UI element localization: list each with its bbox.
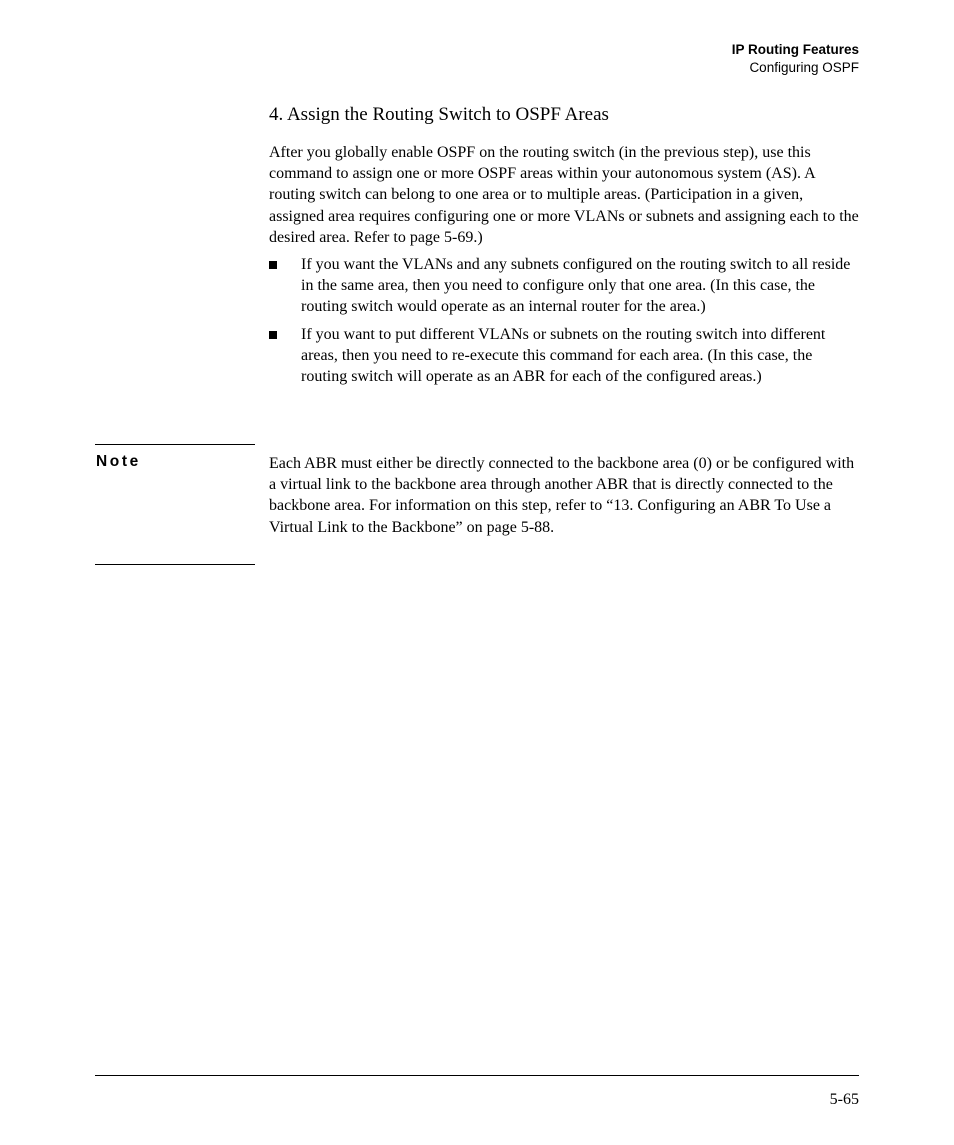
section-heading: 4. Assign the Routing Switch to OSPF Areas <box>269 104 609 125</box>
running-header <box>732 41 859 77</box>
footer-rule <box>95 1075 859 1076</box>
list-item <box>269 324 861 388</box>
square-bullet-icon <box>269 261 277 269</box>
list-item-text: If you want the VLANs and any subnets configured on the routing switch to all reside in the same area, then you need to configure only that one area. (In this case, the routing switch would operate as an internal router for the area.) <box>301 256 851 316</box>
note-label: Note <box>96 453 141 470</box>
bullet-list <box>269 254 861 393</box>
list-item <box>269 254 861 318</box>
note-top-rule <box>95 444 255 445</box>
list-item-text: If you want to put different VLANs or subnets on the routing switch into different areas, then you need to re-execute this command for each area. (In this case, the routing switch will operate as an ABR for each of the configured areas.) <box>301 325 826 386</box>
page-number: 5-65 <box>829 1091 859 1108</box>
header-chapter-title: IP Routing Features <box>731 42 859 57</box>
header-section-title: Configuring OSPF <box>749 60 859 75</box>
note-text: Each ABR must either be directly connected to the backbone area (0) or be configured with a virtual link to the backbone area through another ABR that is directly connected to the backbone area. For information on this step, refer to “13. Configuring an ABR To Use a Virtual Link to the Backbone” on page 5-88. <box>269 455 855 536</box>
square-bullet-icon <box>269 331 277 339</box>
note-bottom-rule <box>95 564 255 565</box>
intro-paragraph: After you globally enable OSPF on the routing switch (in the previous step), use this command to assign one or more OSPF areas within your autonomous system (AS). A routing switch can belong to one area or to multiple areas. (Participation in a given, assigned area requires configuring one or more VLANs or subnets and assigning each to the desired area. Refer to page 5-69.) <box>269 144 859 246</box>
